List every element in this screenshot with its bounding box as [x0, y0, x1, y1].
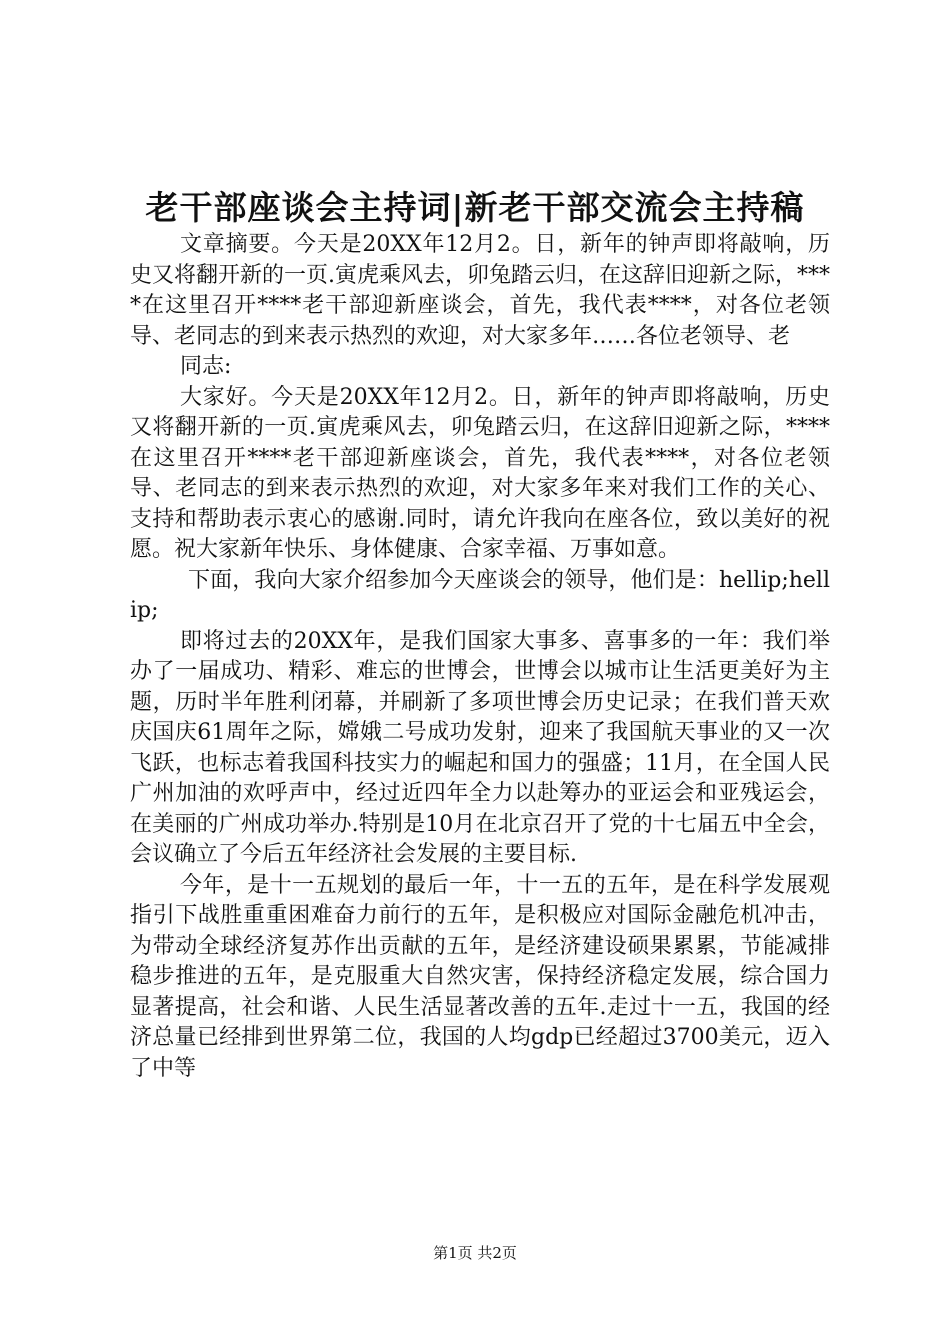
document-body — [130, 230, 830, 1084]
paragraph-summary: 文章摘要。今天是20XX年12月2。日，新年的钟声即将敲响，历史又将翻开新的一页.寅虎乘风去，卯兔踏云归，在这辞旧迎新之际，****在这里召开****老干部迎新座谈会，首先，我代表****，对各位老领导、老同志的到来表示热烈的欢迎，对大家多年……各位老领导、老 — [130, 232, 830, 349]
paragraph-five-year-plan: 今年，是十一五规划的最后一年，十一五的五年，是在科学发展观指引下战胜重重困难奋力前行的五年，是积极应对国际金融危机冲击，为带动全球经济复苏作出贡献的五年，是经济建设硕果累累，节能减排稳步推进的五年，是克服重大自然灾害，保持经济稳定发展，综合国力显著提高，社会和谐、人民生活显著改善的五年.走过十一五，我国的经济总量已经排到世界第二位，我国的人均gdp已经超过3700美元，迈入了中等 — [130, 872, 830, 1081]
paragraph-year-review: 即将过去的20XX年，是我们国家大事多、喜事多的一年：我们举办了一届成功、精彩、难忘的世博会，世博会以城市让生活更美好为主题，历时半年胜利闭幕，并刷新了多项世博会历史记录；在我们普天欢庆国庆61周年之际，嫦娥二号成功发射，迎来了我国航天事业的又一次飞跃，也标志着我国科技实力的崛起和国力的强盛；11月，在全国人民广州加油的欢呼声中，经过近四年全力以赴筹办的亚运会和亚残运会，在美丽的广州成功举办.特别是10月在北京召开了党的十七届五中全会，会议确立了今后五年经济社会发展的主要目标. — [130, 628, 830, 867]
paragraph-greeting: 大家好。今天是20XX年12月2。日，新年的钟声即将敲响，历史又将翻开新的一页.寅虎乘风去，卯兔踏云归，在这辞旧迎新之际，****在这里召开****老干部迎新座谈会，首先，我代表****，对各位老领导、老同志的到来表示热烈的欢迎，对大家多年来对我们工作的关心、支持和帮助表示衷心的感谢.同时，请允许我向在座各位，致以美好的祝愿。祝大家新年快乐、身体健康、合家幸福、万事如意。 — [130, 384, 830, 562]
page-number-footer: 第1页 共2页 — [433, 1244, 517, 1262]
paragraph-introduction: 下面，我向大家介绍参加今天座谈会的领导，他们是：hellip;hellip; — [130, 567, 830, 623]
paragraph-salutation: 同志: — [180, 354, 232, 379]
document-title: 老干部座谈会主持词|新老干部交流会主持稿 — [145, 188, 805, 227]
